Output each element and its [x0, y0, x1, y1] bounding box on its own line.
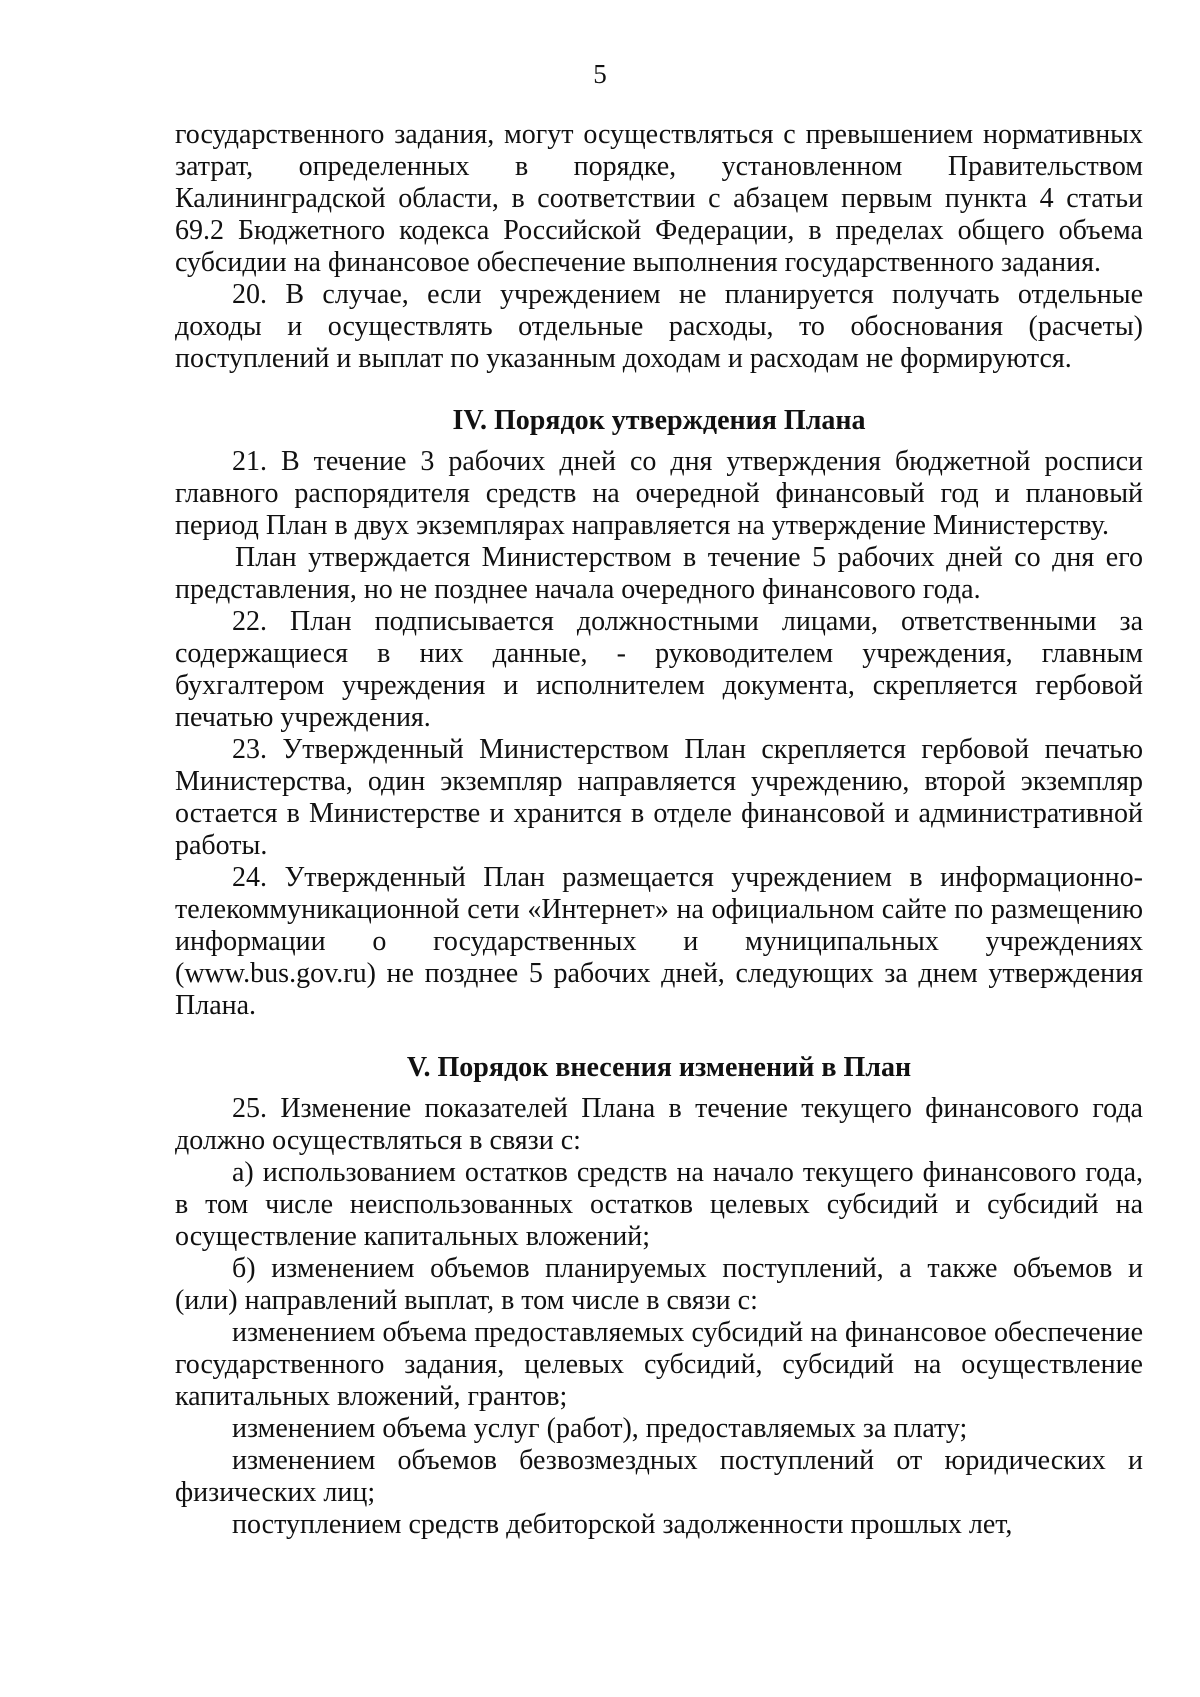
- paragraph-24: 24. Утвержденный План размещается учреждением в информационно-телекоммуникационной сети «Интернет» на официальном сайте по размещению информации о государственных и муниципальных учреждениях (www.bus.gov.ru) не позднее 5 рабочих дней, следующих за днем утверждения Плана.: [175, 862, 1143, 1021]
- paragraph-25-b: б) изменением объемов планируемых поступлений, а также объемов и (или) направлений выплат, в том числе в связи с:: [175, 1253, 1143, 1316]
- paragraph-25-a: а) использованием остатков средств на начало текущего финансового года, в том числе неиспользованных остатков целевых субсидий и субсидий на осуществление капитальных вложений;: [175, 1157, 1143, 1252]
- paragraph-20: 20. В случае, если учреждением не планируется получать отдельные доходы и осуществлять отдельные расходы, то обоснования (расчеты) поступлений и выплат по указанным доходам и расходам не формируются.: [175, 279, 1143, 374]
- section-heading-v: V. Порядок внесения изменений в План: [406, 1052, 912, 1083]
- paragraph-21-approval: План утверждается Министерством в течение 5 рабочих дней со дня его представления, но не позднее начала очередного финансового года.: [175, 542, 1143, 605]
- paragraph-23: 23. Утвержденный Министерством План скрепляется гербовой печатью Министерства, один экземпляр направляется учреждению, второй экземпляр остается в Министерстве и хранится в отделе финансовой и административной работы.: [175, 734, 1143, 861]
- paragraph: государственного задания, могут осуществляться с превышением нормативных затрат, определенных в порядке, установленном Правительством Калининградской области, в соответствии с абзацем первым пункта 4 статьи 69.2 Бюджетного кодекса Российской Федерации, в пределах общего объема субсидии на финансовое обеспечение выполнения государственного задания.: [175, 119, 1143, 278]
- list-item: поступлением средств дебиторской задолженности прошлых лет,: [232, 1509, 1013, 1540]
- list-item: изменением объема предоставляемых субсидий на финансовое обеспечение государственного задания, целевых субсидий, субсидий на осуществление капитальных вложений, грантов;: [175, 1317, 1143, 1412]
- list-item: изменением объема услуг (работ), предоставляемых за плату;: [232, 1413, 968, 1444]
- paragraph-21: 21. В течение 3 рабочих дней со дня утверждения бюджетной росписи главного распорядителя средств на очередной финансовый год и плановый период План в двух экземплярах направляется на утверждение Министерству.: [175, 446, 1143, 541]
- page-number: 5: [593, 59, 607, 89]
- section-heading-iv: IV. Порядок утверждения Плана: [452, 405, 866, 436]
- document-body: [175, 119, 1143, 1541]
- paragraph-22: 22. План подписывается должностными лицами, ответственными за содержащиеся в них данные, - руководителем учреждения, главным бухгалтером учреждения и исполнителем документа, скрепляется гербовой печатью учреждения.: [175, 606, 1143, 733]
- list-item: изменением объемов безвозмездных поступлений от юридических и физических лиц;: [175, 1445, 1143, 1508]
- paragraph-25: 25. Изменение показателей Плана в течение текущего финансового года должно осуществляться в связи с:: [175, 1093, 1143, 1156]
